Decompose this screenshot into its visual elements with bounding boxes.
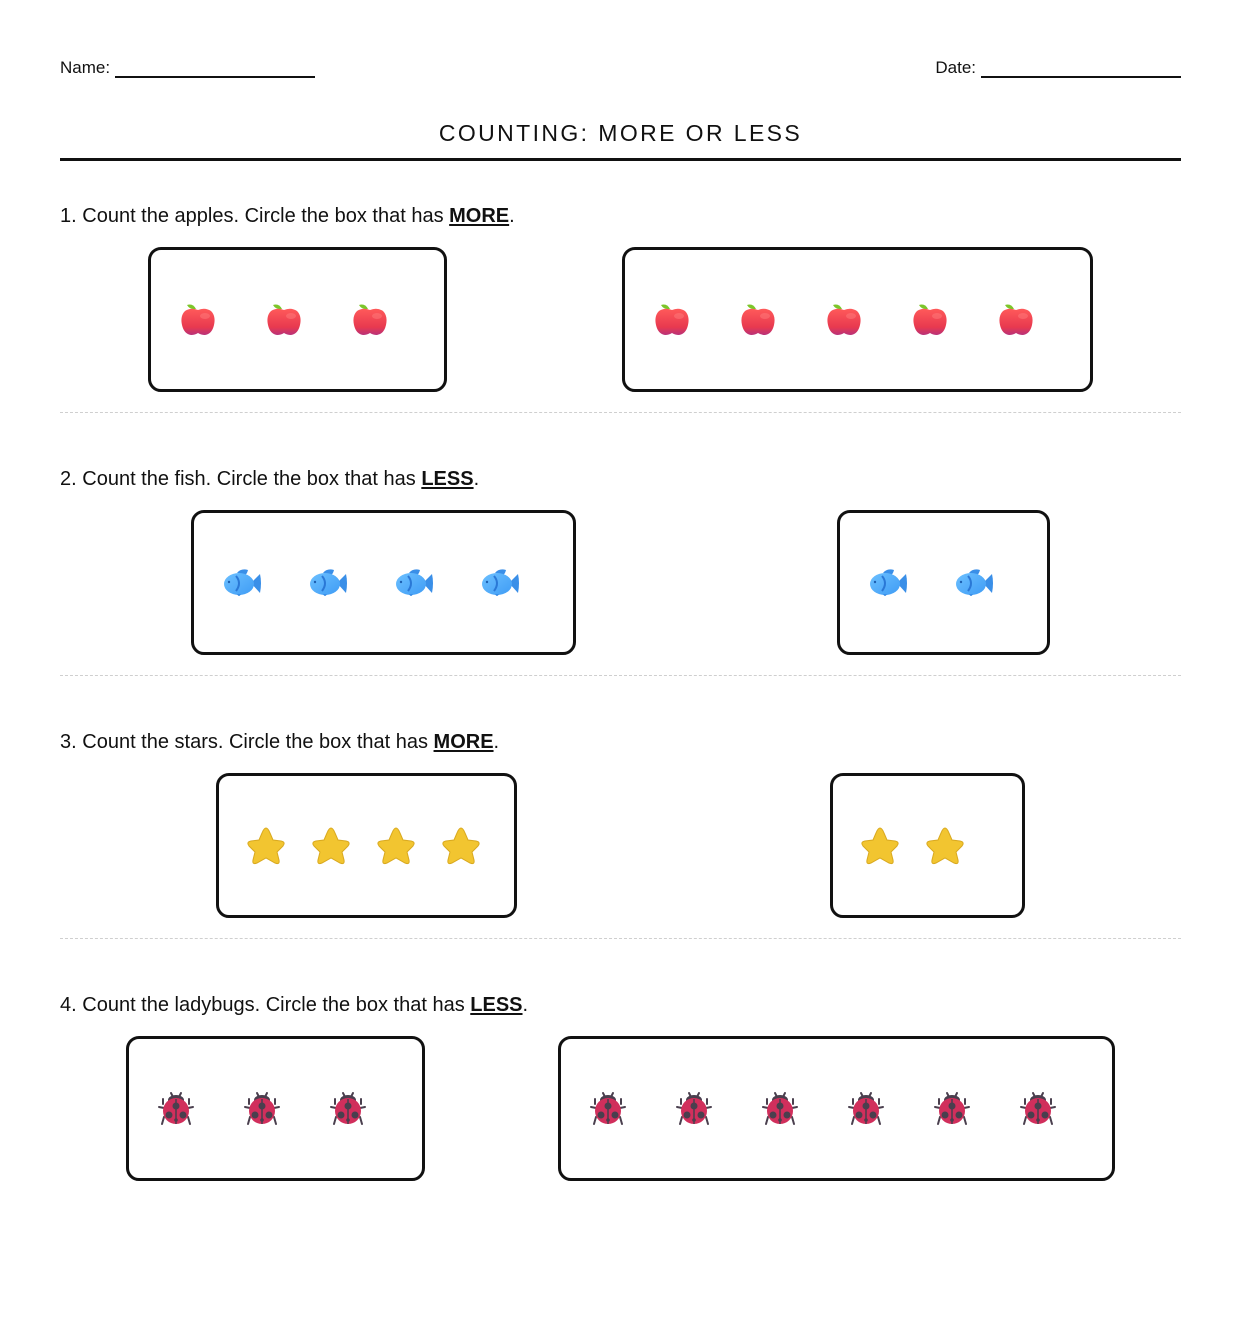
question-instruction: Count the stars. Circle the box that has [82, 731, 428, 753]
question-number: 2. [60, 468, 77, 490]
question-4 [60, 992, 1181, 1255]
answer-boxes [60, 1036, 1181, 1181]
star-icon [311, 826, 351, 866]
section-divider [60, 675, 1181, 676]
title-rule [60, 158, 1181, 161]
fish-icon [221, 563, 261, 603]
question-instruction: Count the fish. Circle the box that has [82, 468, 416, 490]
star-icon [925, 826, 965, 866]
star-icon [246, 826, 286, 866]
name-field [60, 58, 315, 78]
apple-icon [996, 300, 1036, 340]
question-number: 4. [60, 994, 77, 1016]
apple-icon [910, 300, 950, 340]
ladybug-icon [674, 1089, 714, 1129]
fish-icon [479, 563, 519, 603]
answer-box-left[interactable] [216, 773, 517, 918]
answer-boxes [60, 773, 1181, 918]
answer-box-left[interactable] [126, 1036, 425, 1181]
star-icon [441, 826, 481, 866]
page-title: COUNTING: MORE OR LESS [438, 120, 803, 146]
apple-icon [738, 300, 778, 340]
section-divider [60, 412, 1181, 413]
apple-icon [652, 300, 692, 340]
star-icon [860, 826, 900, 866]
answer-box-right[interactable] [837, 510, 1050, 655]
answer-box-right[interactable] [622, 247, 1093, 392]
apple-icon [178, 300, 218, 340]
question-prompt [60, 729, 499, 755]
ladybug-icon [156, 1089, 196, 1129]
fish-icon [953, 563, 993, 603]
answer-box-right[interactable] [558, 1036, 1115, 1181]
apple-icon [350, 300, 390, 340]
apple-icon [264, 300, 304, 340]
ladybug-icon [588, 1089, 628, 1129]
ladybug-icon [932, 1089, 972, 1129]
header-row [60, 58, 1181, 82]
answer-box-right[interactable] [830, 773, 1025, 918]
name-label: Name: [60, 58, 111, 77]
question-keyword: LESS [421, 468, 474, 490]
apple-icon [824, 300, 864, 340]
star-icon [376, 826, 416, 866]
date-blank-line[interactable] [981, 62, 1181, 78]
question-end-punct: . [522, 994, 529, 1016]
ladybug-icon [1018, 1089, 1058, 1129]
fish-icon [307, 563, 347, 603]
date-field [935, 58, 1181, 78]
question-keyword: MORE [433, 731, 494, 753]
ladybug-icon [328, 1089, 368, 1129]
answer-boxes [60, 510, 1181, 655]
ladybug-icon [846, 1089, 886, 1129]
question-prompt [60, 992, 528, 1018]
question-number: 1. [60, 205, 77, 227]
fish-icon [393, 563, 433, 603]
question-end-punct: . [473, 468, 480, 490]
question-keyword: MORE [449, 205, 510, 227]
question-number: 3. [60, 731, 77, 753]
ladybug-icon [242, 1089, 282, 1129]
question-keyword: LESS [470, 994, 523, 1016]
question-instruction: Count the ladybugs. Circle the box that has [82, 994, 465, 1016]
ladybug-icon [760, 1089, 800, 1129]
name-blank-line[interactable] [115, 62, 315, 78]
question-end-punct: . [493, 731, 500, 753]
question-end-punct: . [509, 205, 515, 227]
answer-box-left[interactable] [148, 247, 447, 392]
fish-icon [867, 563, 907, 603]
question-prompt [60, 203, 515, 229]
section-divider [60, 938, 1181, 939]
question-prompt [60, 466, 479, 492]
question-instruction: Count the apples. Circle the box that has [82, 205, 444, 227]
date-label: Date: [935, 58, 976, 77]
answer-boxes [60, 247, 1181, 392]
question-3 [60, 729, 1181, 992]
question-1 [60, 203, 1181, 466]
question-2 [60, 466, 1181, 729]
answer-box-left[interactable] [191, 510, 576, 655]
